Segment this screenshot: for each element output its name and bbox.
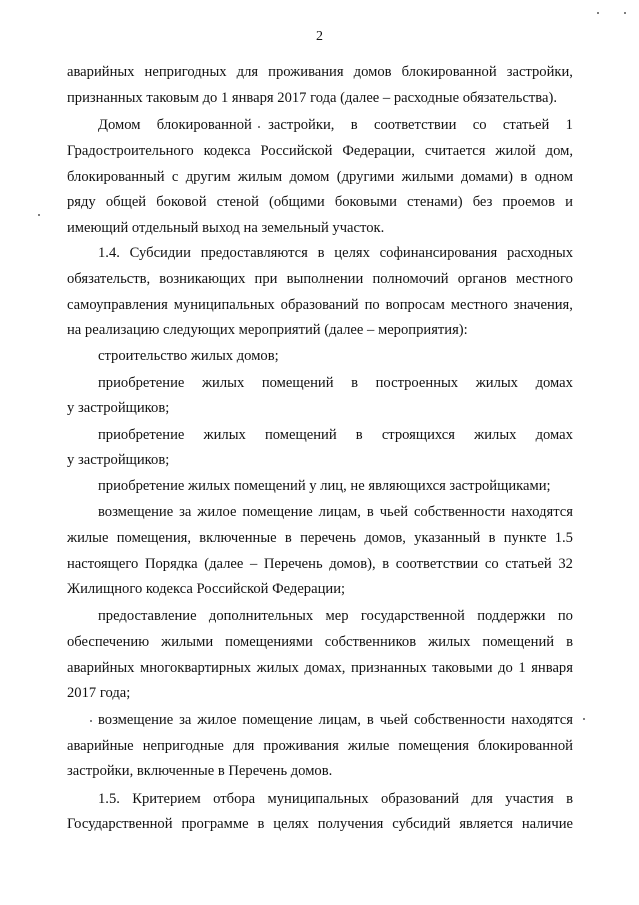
word: полномочий [372,271,449,287]
word: возникающих [159,271,246,287]
text-line [98,374,573,392]
word: при [254,271,278,287]
word: Российской [260,143,333,159]
word: без [472,194,493,210]
word: в [351,375,359,391]
word: января [531,660,573,676]
word: построенных [375,375,459,391]
word: помещений [261,375,334,391]
word: (общими [269,194,325,210]
word: целях [273,816,309,832]
text-line [67,142,573,160]
word: в [520,169,528,185]
word: пункте [503,530,547,546]
text-line: имеющий отдельный выход на земельный участок. [67,220,385,236]
word: помещения [398,738,469,754]
word: жилые [67,530,109,546]
word: для [236,64,259,80]
text-line [67,63,573,81]
text-line: строительство жилых домов; [98,348,279,364]
word: жилых [474,427,517,443]
word: собственников [324,634,417,650]
word: поддержки [477,608,546,624]
text-line [67,270,573,288]
word: и [565,194,573,210]
text-line [98,503,573,521]
word: соответствии [395,556,479,572]
word: аварийных [67,660,135,676]
word: помещение [242,712,313,728]
word: образований [380,791,460,807]
word: проживания [263,738,339,754]
scan-speck [583,718,585,720]
word: самоуправления [67,297,168,313]
word: соответствии [373,117,457,133]
word: Перечень [263,556,323,572]
word: – [249,556,258,572]
word: блокированной [477,738,573,754]
word: получения [317,816,384,832]
word: муниципальных [173,297,275,313]
word: в [382,556,390,572]
text-line: приобретение жилых помещений у лиц, не являющихся застройщиками; [98,478,551,494]
text-line [67,815,573,833]
word: обеспечению [67,634,150,650]
word: стенами) [407,194,463,210]
word: государственной [360,608,465,624]
word: домах [535,427,573,443]
word: за [179,712,192,728]
word: статьей [505,556,552,572]
text-line: признанных таковым до 1 января 2017 года (далее – расходные обязательства). [67,90,557,106]
word: застройки, [268,117,335,133]
word: мер [325,608,349,624]
word: расходных [506,245,573,261]
word: 1 [518,660,526,676]
text-line: 2017 года; [67,685,131,701]
word: до [498,660,513,676]
word: помещениями [225,634,313,650]
text-line: у застройщиков; [67,400,170,416]
word: домов [353,64,392,80]
word: блокированный [67,169,165,185]
word: 1 [565,117,573,133]
word: домом [289,169,330,185]
word: органов [457,271,507,287]
word: жилыми [401,169,454,185]
word: вопросам [385,297,445,313]
word: собственности [413,504,506,520]
word: жилой [495,143,536,159]
word: субсидий [392,816,451,832]
word: непригодные [142,738,224,754]
scan-speck [624,12,626,14]
word: является [459,816,513,832]
word: помещений [264,427,337,443]
word: обязательств, [67,271,151,287]
text-line [98,790,573,808]
word: включенные [199,530,277,546]
word: находятся [511,712,573,728]
word: лицам, [318,712,361,728]
word: Федерации, [342,143,415,159]
text-line [67,633,573,651]
word: Домом [98,117,141,133]
word: со [472,117,487,133]
word: в [350,117,358,133]
word: аварийных [67,64,135,80]
word: программе [181,816,249,832]
text-line [67,529,573,547]
text-line [98,116,573,134]
page-number: 2 [316,29,323,44]
word: жилое [197,504,237,520]
word: стеной [216,194,259,210]
word: помещения, [116,530,191,546]
word: блокированной [156,117,252,133]
word: Государственной [67,816,173,832]
text-line [98,711,573,729]
word: домами) [461,169,513,185]
word: в [566,791,573,807]
word: Градостроительного [67,143,194,159]
word: дом, [545,143,573,159]
word: признанных [350,660,427,676]
scan-speck [597,12,599,14]
word: значения, [513,297,573,313]
word: целях [334,245,370,261]
word: в [366,712,374,728]
word: в [257,816,265,832]
text-line: у застройщиков; [67,452,170,468]
word: 32 [558,556,573,572]
word: в [566,634,573,650]
scan-speck [90,720,92,722]
word: жилое [197,712,237,728]
word: (другими [336,169,395,185]
text-line: Жилищного кодекса Российской Федерации; [67,581,346,597]
word: чьей [379,712,409,728]
word: помещений [482,634,555,650]
word: указанный [414,530,481,546]
word: жилым [237,169,283,185]
word: строящихся [381,427,455,443]
word: кодекса [203,143,251,159]
word: за [179,504,192,520]
word: по [364,297,380,313]
word: приобретение [98,375,185,391]
word: с [171,169,179,185]
word: в [284,530,292,546]
word: местного [450,297,508,313]
word: одном [534,169,573,185]
word: участия [505,791,554,807]
word: перечень [300,530,357,546]
word: собственности [413,712,506,728]
word: предоставляются [200,245,308,261]
word: находятся [511,504,573,520]
word: 1.4. [98,245,120,261]
text-line: на реализацию следующих мероприятий (далее – мероприятия): [67,322,468,338]
word: застройки, [506,64,573,80]
scan-speck [258,126,260,128]
word: считается [424,143,486,159]
word: предоставление [98,608,197,624]
word: (далее [204,556,244,572]
word: в [488,530,496,546]
word: проемов [502,194,555,210]
word: жилых [256,660,299,676]
text-line [67,659,573,677]
word: жилые [347,738,390,754]
word: чьей [379,504,409,520]
word: Субсидии [129,245,191,261]
word: наличие [521,816,573,832]
word: в [355,427,363,443]
text-line [67,168,573,186]
word: 1.5 [554,530,573,546]
word: софинансирования [379,245,498,261]
word: помещение [242,504,313,520]
word: жилых [475,375,518,391]
word: в [366,504,374,520]
word: образований [280,297,359,313]
word: Критерием [132,791,201,807]
word: 1.5. [98,791,120,807]
word: статьей [502,117,550,133]
word: проживания [268,64,344,80]
word: жилых [203,427,246,443]
text-line [67,555,573,573]
word: возмещение [98,712,174,728]
word: многоквартирных [140,660,252,676]
word: жилых [428,634,471,650]
word: домов), [329,556,376,572]
word: лицам, [318,504,361,520]
word: по [557,608,573,624]
word: жилыми [161,634,214,650]
word: боковой [156,194,207,210]
word: другим [185,169,231,185]
word: приобретение [98,427,185,443]
word: непригодных [144,64,227,80]
word: муниципальных [267,791,369,807]
word: аварийные [67,738,134,754]
word: выполнении [286,271,364,287]
word: возмещение [98,504,174,520]
word: со [484,556,499,572]
word: дополнительных [208,608,314,624]
word: для [471,791,493,807]
text-line [98,244,573,262]
word: в [317,245,325,261]
word: местного [515,271,573,287]
text-line [67,296,573,314]
word: домов, [364,530,406,546]
text-line [67,193,573,211]
word: жилых [201,375,245,391]
word: блокированной [401,64,497,80]
scan-speck [38,214,40,216]
word: для [232,738,255,754]
text-line [67,737,573,755]
word: таковыми [432,660,493,676]
text-line [98,426,573,444]
word: домах [535,375,573,391]
word: отбора [213,791,256,807]
text-line: застройки, включенные в Перечень домов. [67,763,333,779]
word: домах, [304,660,346,676]
word: Порядка [144,556,198,572]
word: ряду [67,194,96,210]
word: боковыми [334,194,397,210]
text-line [98,607,573,625]
word: настоящего [67,556,139,572]
word: общей [105,194,147,210]
